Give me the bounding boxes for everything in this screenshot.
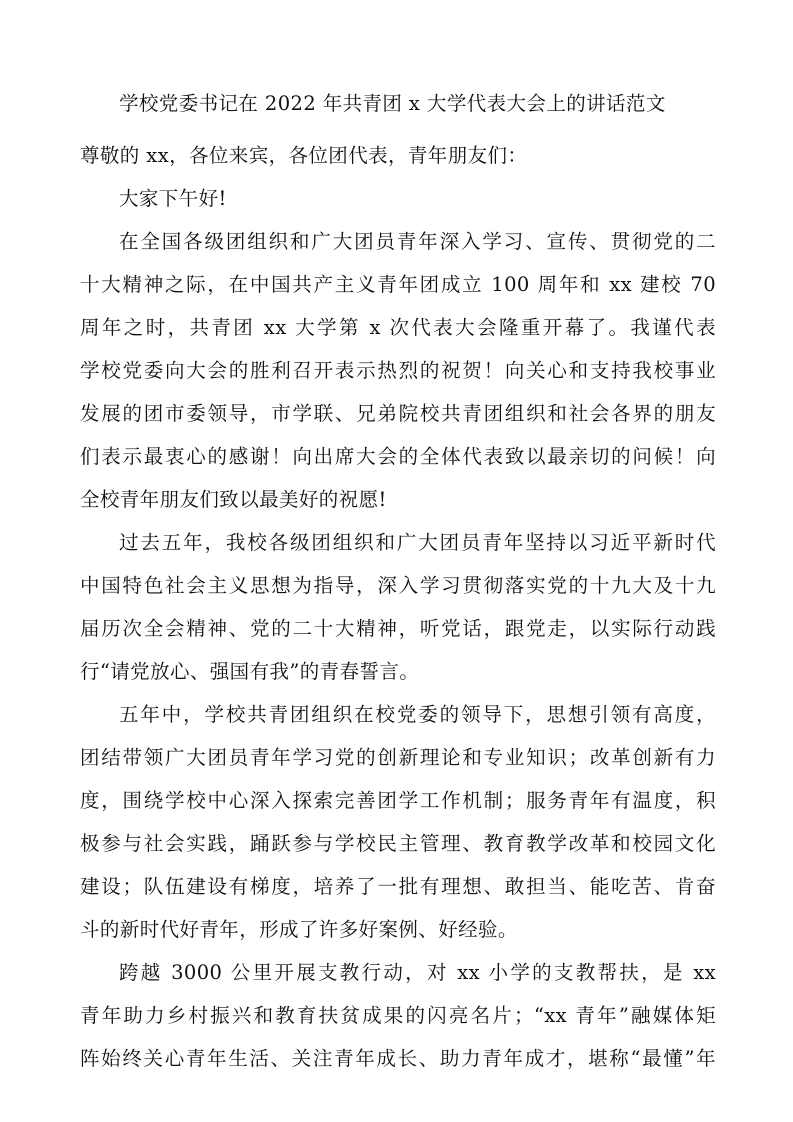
paragraph-1-line-7: 全校青年朋友们致以最美好的祝愿! — [80, 488, 387, 511]
paragraph-3-line-5: 建设；队伍建设有梯度，培养了一批有理想、敢担当、能吃苦、肯奋 — [80, 875, 716, 898]
paragraph-3-line-6: 斗的新时代好青年，形成了许多好案例、好经验。 — [80, 918, 518, 941]
paragraph-1-line-6: 们表示最衷心的感谢！向出席大会的全体代表致以最亲切的问候！向 — [80, 445, 716, 468]
paragraph-3-line-2: 团结带领广大团员青年学习党的创新理论和专业知识；改革创新有力 — [80, 746, 716, 769]
paragraph-4-line-2: 青年助力乡村振兴和教育扶贫成果的闪亮名片；“xx 青年”融媒体矩 — [80, 1004, 716, 1027]
paragraph-1-line-4: 学校党委向大会的胜利召开表示热烈的祝贺！向关心和支持我校事业 — [80, 359, 716, 382]
paragraph-1-line-3: 周年之时，共青团 xx 大学第 x 次代表大会隆重开幕了。我谨代表 — [80, 316, 716, 339]
paragraph-3-line-4: 极参与社会实践，踊跃参与学校民主管理、教育教学改革和校园文化 — [80, 832, 716, 855]
document-title: 学校党委书记在 2022 年共青团 x 大学代表大会上的讲话范文 — [119, 92, 666, 115]
paragraph-2-line-3: 届历次全会精神、党的二十大精神，听党话，跟党走，以实际行动践 — [80, 617, 716, 640]
paragraph-1-line-1: 在全国各级团组织和广大团员青年深入学习、宣传、贯彻党的二 — [119, 230, 716, 253]
paragraph-4-line-1: 跨越 3000 公里开展支教行动，对 xx 小学的支教帮扶，是 xx — [119, 961, 716, 984]
paragraph-1-line-2: 十大精神之际，在中国共产主义青年团成立 100 周年和 xx 建校 70 — [80, 273, 716, 296]
paragraph-2-line-1: 过去五年，我校各级团组织和广大团员青年坚持以习近平新时代 — [119, 531, 716, 554]
paragraph-2-line-2: 中国特色社会主义思想为指导，深入学习贯彻落实党的十九大及十九 — [80, 574, 716, 597]
paragraph-1-line-5: 发展的团市委领导，市学联、兄弟院校共青团组织和社会各界的朋友 — [80, 402, 716, 425]
paragraph-3-line-1: 五年中，学校共青团组织在校党委的领导下，思想引领有高度， — [119, 703, 716, 726]
greeting: 大家下午好! — [119, 187, 227, 210]
salutation: 尊敬的 xx，各位来宾，各位团代表，青年朋友们： — [80, 144, 528, 167]
paragraph-4-line-3: 阵始终关心青年生活、关注青年成长、助力青年成才，堪称“最懂”年 — [80, 1047, 716, 1070]
paragraph-2-line-4: 行“请党放心、强国有我”的青春誓言。 — [80, 660, 420, 683]
paragraph-3-line-3: 度，围绕学校中心深入探索完善团学工作机制；服务青年有温度，积 — [80, 789, 716, 812]
